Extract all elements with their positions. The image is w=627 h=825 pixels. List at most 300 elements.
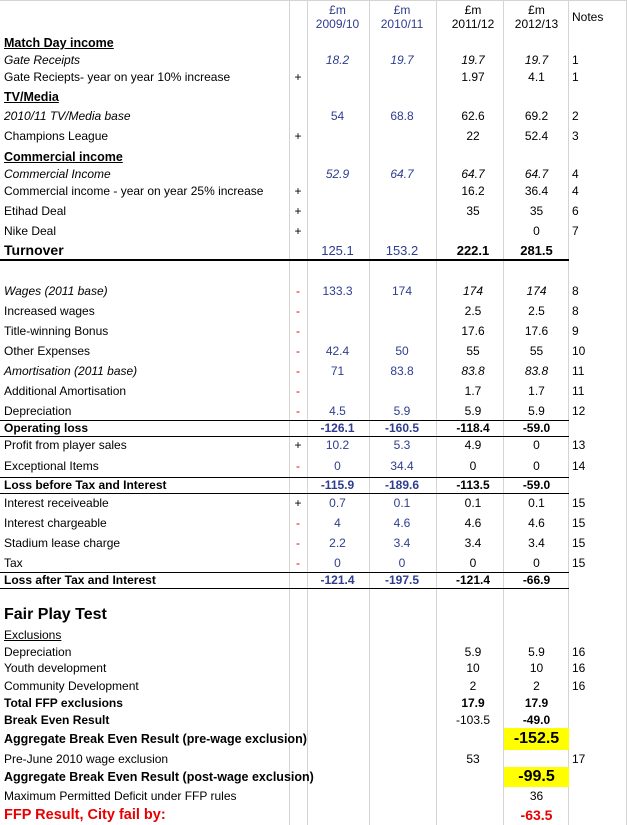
value-cell-2010-11 (371, 711, 433, 728)
value-cell-2012-13 (504, 240, 569, 260)
row-operator: - (296, 458, 300, 473)
value-cell-2011-12 (442, 88, 504, 106)
cell-value: -160.5 (384, 421, 420, 435)
value-cell-2011-12 (442, 456, 504, 475)
row-note: 16 (572, 644, 586, 659)
cell-value: 2 (469, 678, 477, 693)
value-cell-2011-12 (442, 221, 504, 241)
value-cell-2012-13 (504, 106, 569, 126)
header-2010-11: £m 2010/11 (380, 3, 424, 31)
value-cell-2009-10 (308, 533, 367, 552)
cell-value: 52.4 (524, 129, 549, 143)
row-label: Youth development (4, 661, 107, 675)
row-note: 4 (572, 184, 579, 198)
cell-value: 36 (529, 788, 544, 803)
table-row (0, 301, 627, 321)
cell-value: 35 (529, 204, 544, 218)
header-2011-12: £m 2011/12 (451, 3, 495, 31)
value-cell-2010-11 (371, 728, 433, 750)
cell-value: -113.5 (456, 478, 490, 492)
value-cell-2011-12 (442, 533, 504, 552)
value-cell-2010-11 (371, 660, 433, 676)
cell-value: 83.8 (390, 364, 414, 378)
value-cell-2009-10 (308, 694, 367, 711)
row-label: Wages (2011 base) (4, 284, 108, 298)
table-row (0, 660, 627, 676)
table-row (0, 240, 627, 260)
value-cell-2011-12 (442, 106, 504, 126)
value-cell-2012-13 (504, 554, 569, 572)
cell-value: 64.7 (524, 167, 549, 181)
row-note (569, 148, 625, 166)
value-cell-2009-10 (308, 201, 367, 221)
table-row (0, 513, 627, 532)
value-cell-2010-11 (371, 750, 433, 767)
value-cell-2012-13 (504, 604, 569, 626)
row-operator (290, 166, 306, 182)
row-note: 15 (572, 496, 586, 510)
value-cell-2011-12 (442, 626, 504, 643)
row-note (569, 34, 625, 52)
cell-value: 71 (330, 364, 345, 378)
row-operator (290, 240, 306, 260)
cell-value: 5.3 (393, 438, 411, 452)
value-cell-2011-12 (442, 554, 504, 572)
row-note: 2 (572, 109, 579, 123)
row-label: Pre-June 2010 wage exclusion (4, 751, 169, 766)
value-cell-2009-10 (308, 148, 367, 166)
row-operator: + (294, 224, 302, 238)
cell-value: -121.4 (455, 573, 491, 587)
row-label: Exceptional Items (4, 458, 99, 473)
value-cell-2010-11 (371, 401, 433, 421)
row-label: Commercial income - year on year 25% increase (4, 184, 264, 198)
value-cell-2011-12 (442, 513, 504, 532)
row-operator (290, 643, 306, 660)
cell-value: -49.0 (522, 712, 551, 727)
cell-value: 0.1 (464, 496, 482, 510)
row-operator (290, 750, 306, 767)
value-cell-2009-10 (308, 677, 367, 694)
row-label: Depreciation (4, 404, 72, 418)
value-cell-2010-11 (371, 604, 433, 626)
row-operator: + (294, 184, 302, 198)
value-cell-2012-13 (504, 513, 569, 532)
cell-value: 2.2 (329, 535, 346, 550)
value-cell-2011-12 (442, 240, 504, 260)
value-cell-2011-12 (442, 677, 504, 694)
value-cell-2011-12 (442, 604, 504, 626)
row-operator (290, 420, 306, 436)
cell-value: 4.6 (393, 515, 411, 530)
row-operator (290, 88, 306, 106)
value-cell-2011-12 (442, 341, 504, 361)
table-row (0, 221, 627, 241)
row-operator (290, 660, 306, 676)
cell-value: 10.2 (325, 438, 350, 452)
row-note: 1 (572, 70, 579, 84)
cell-value: 17.6 (524, 324, 549, 338)
row-note (569, 626, 625, 643)
cell-value: 55 (466, 344, 480, 358)
cell-value: 0 (533, 224, 540, 238)
table-row (0, 456, 627, 475)
cell-value: 1.7 (528, 384, 545, 398)
cell-value: 5.9 (464, 404, 482, 418)
value-cell-2012-13 (504, 750, 569, 767)
table-row (0, 572, 627, 588)
cell-value: 83.8 (524, 364, 549, 378)
value-cell-2011-12 (442, 166, 504, 182)
value-cell-2011-12 (442, 321, 504, 341)
row-note: 4 (572, 167, 579, 181)
row-label: 2010/11 TV/Media base (4, 109, 131, 123)
row-note: 14 (572, 458, 586, 473)
value-cell-2010-11 (371, 301, 433, 321)
cell-value: 0.7 (329, 496, 346, 510)
table-row (0, 787, 627, 804)
cell-value: 0 (469, 556, 477, 570)
row-operator (290, 804, 306, 825)
value-cell-2012-13 (504, 456, 569, 475)
cell-value: 62.6 (461, 109, 485, 123)
value-cell-2010-11 (371, 126, 433, 146)
value-cell-2011-12 (442, 34, 504, 52)
cell-value: -99.5 (518, 768, 555, 785)
row-operator: - (296, 284, 300, 298)
value-cell-2009-10 (308, 711, 367, 728)
value-cell-2011-12 (442, 728, 504, 750)
row-label: FFP Result, City fail by: (4, 806, 166, 823)
value-cell-2009-10 (308, 126, 367, 146)
cell-value: 4 (334, 515, 341, 530)
row-note: 16 (572, 678, 586, 693)
row-operator: + (294, 129, 302, 143)
row-note: 12 (572, 404, 586, 418)
value-cell-2010-11 (371, 554, 433, 572)
row-label: Additional Amortisation (4, 384, 127, 398)
cell-value: 0 (334, 556, 341, 570)
value-cell-2011-12 (442, 660, 504, 676)
row-operator (290, 728, 306, 750)
value-cell-2010-11 (371, 281, 433, 301)
cell-value: 2.5 (464, 304, 482, 318)
row-operator (290, 148, 306, 166)
row-label: Exclusions (4, 627, 62, 642)
cell-value: 54 (330, 109, 345, 123)
cell-value: 2.5 (528, 304, 545, 318)
row-label: Tax (4, 556, 23, 570)
value-cell-2012-13 (504, 148, 569, 166)
value-cell-2012-13 (504, 52, 569, 68)
value-cell-2012-13 (504, 166, 569, 182)
row-note: 11 (572, 364, 585, 378)
value-cell-2011-12 (442, 182, 504, 200)
row-operator (290, 626, 306, 643)
cell-value: 42.4 (325, 344, 350, 358)
cell-value: 5.9 (528, 644, 545, 659)
value-cell-2009-10 (308, 477, 367, 493)
cell-value: -189.6 (384, 478, 420, 492)
row-note: 11 (572, 384, 585, 398)
value-cell-2012-13 (504, 88, 569, 106)
cell-value: 36.4 (524, 184, 549, 198)
value-cell-2010-11 (371, 201, 433, 221)
row-label: Nike Deal (4, 224, 57, 238)
value-cell-2009-10 (308, 494, 367, 512)
cell-value: 55 (529, 344, 544, 358)
cell-value: 34.4 (390, 458, 414, 473)
cell-value: 174 (462, 284, 484, 298)
row-label: Operating loss (4, 421, 89, 435)
cell-value: 0 (533, 556, 540, 570)
table-row (0, 182, 627, 200)
table-row (0, 494, 627, 512)
table-row (0, 201, 627, 221)
row-note (569, 240, 625, 260)
row-label: Champions League (4, 129, 109, 143)
table-row (0, 34, 627, 52)
row-label: Interest chargeable (4, 515, 107, 530)
value-cell-2010-11 (371, 88, 433, 106)
value-cell-2010-11 (371, 787, 433, 804)
cell-value: 50 (395, 344, 409, 358)
row-note (569, 728, 625, 750)
value-cell-2009-10 (308, 106, 367, 126)
value-cell-2010-11 (371, 240, 433, 260)
value-cell-2009-10 (308, 221, 367, 241)
table-row (0, 677, 627, 694)
value-cell-2012-13 (504, 477, 569, 493)
cell-value: 0 (533, 458, 540, 473)
value-cell-2010-11 (371, 361, 433, 381)
row-note: 9 (572, 324, 579, 338)
cell-value: 52.9 (325, 167, 350, 181)
cell-value: 5.9 (464, 644, 482, 659)
cell-value: 68.8 (390, 109, 414, 123)
row-note: 10 (572, 344, 586, 358)
cell-value: 16.2 (461, 184, 485, 198)
row-note: 16 (572, 661, 586, 675)
value-cell-2012-13 (504, 572, 569, 588)
table-row (0, 420, 627, 436)
cell-value: 10 (529, 661, 544, 675)
value-cell-2010-11 (371, 182, 433, 200)
value-cell-2010-11 (371, 494, 433, 512)
value-cell-2012-13 (504, 533, 569, 552)
table-row (0, 436, 627, 454)
value-cell-2011-12 (442, 750, 504, 767)
cell-value: -59.0 (522, 421, 551, 435)
value-cell-2009-10 (308, 361, 367, 381)
table-row (0, 477, 627, 493)
value-cell-2012-13 (504, 301, 569, 321)
value-cell-2012-13 (504, 787, 569, 804)
table-row (0, 361, 627, 381)
row-note: 8 (572, 284, 579, 298)
row-label: Increased wages (4, 304, 95, 318)
value-cell-2011-12 (442, 148, 504, 166)
table-row (0, 401, 627, 421)
row-label: Commercial Income (4, 167, 111, 181)
row-note (569, 88, 625, 106)
value-cell-2011-12 (442, 643, 504, 660)
row-operator (290, 477, 306, 493)
cell-value: 174 (391, 284, 413, 298)
value-cell-2011-12 (442, 401, 504, 421)
table-row (0, 554, 627, 572)
row-operator: + (294, 496, 302, 510)
row-label: TV/Media (4, 90, 59, 104)
value-cell-2011-12 (442, 126, 504, 146)
row-operator: - (296, 515, 300, 530)
cell-value: 4.5 (329, 404, 346, 418)
cell-value: 0.1 (528, 496, 545, 510)
row-operator: - (296, 535, 300, 550)
row-label: Amortisation (2011 base) (4, 364, 138, 378)
cell-value: 0 (334, 458, 341, 473)
table-row (0, 643, 627, 660)
row-note (569, 804, 625, 825)
row-label: Fair Play Test (4, 606, 107, 623)
cell-value: 4.6 (528, 515, 545, 530)
row-operator: - (296, 404, 300, 418)
value-cell-2010-11 (371, 34, 433, 52)
value-cell-2012-13 (504, 420, 569, 436)
row-label: Gate Receipts (4, 53, 81, 67)
table-row (0, 341, 627, 361)
value-cell-2009-10 (308, 660, 367, 676)
row-note (569, 787, 625, 804)
value-cell-2010-11 (371, 456, 433, 475)
table-row (0, 166, 627, 182)
cell-value: 125.1 (321, 242, 354, 258)
table-row (0, 767, 627, 787)
row-label: Gate Reciepts- year on year 10% increase (4, 70, 231, 84)
cell-value: 222.1 (456, 242, 490, 258)
row-note (569, 694, 625, 711)
value-cell-2012-13 (504, 321, 569, 341)
value-cell-2011-12 (442, 381, 504, 401)
table-row (0, 68, 627, 86)
table-row (0, 381, 627, 401)
value-cell-2009-10 (308, 281, 367, 301)
row-note: 15 (572, 515, 586, 530)
value-cell-2011-12 (442, 301, 504, 321)
value-cell-2011-12 (442, 477, 504, 493)
row-note: 17 (572, 751, 586, 766)
row-label: Aggregate Break Even Result (post-wage exclusion) (4, 770, 314, 784)
value-cell-2010-11 (371, 148, 433, 166)
value-cell-2012-13 (504, 677, 569, 694)
value-cell-2010-11 (371, 221, 433, 241)
value-cell-2009-10 (308, 381, 367, 401)
value-cell-2012-13 (504, 626, 569, 643)
cell-value: -115.9 (320, 478, 355, 492)
table-row (0, 88, 627, 106)
table-row (0, 626, 627, 643)
cell-value: 10 (466, 661, 480, 675)
table-row (0, 148, 627, 166)
table-row (0, 321, 627, 341)
row-label: Community Development (4, 678, 139, 693)
cell-value: 2 (533, 678, 540, 693)
value-cell-2010-11 (371, 643, 433, 660)
value-cell-2009-10 (308, 572, 367, 588)
row-operator (290, 34, 306, 52)
value-cell-2011-12 (442, 201, 504, 221)
header-notes: Notes (572, 10, 604, 24)
value-cell-2010-11 (371, 436, 433, 454)
row-label: Stadium lease charge (4, 535, 121, 550)
value-cell-2009-10 (308, 88, 367, 106)
row-operator: - (296, 324, 300, 338)
table-row (0, 281, 627, 301)
cell-value: 17.6 (461, 324, 485, 338)
cell-value: -103.5 (455, 712, 491, 727)
value-cell-2009-10 (308, 436, 367, 454)
cell-value: 35 (466, 204, 480, 218)
row-operator (290, 572, 306, 588)
header-row (0, 0, 627, 34)
row-label: Interest receiveable (4, 496, 109, 510)
row-note: 13 (572, 438, 586, 452)
cell-value: 153.2 (385, 242, 419, 258)
row-label: Depreciation (4, 644, 72, 659)
cell-value: 3.4 (464, 535, 482, 550)
row-operator (290, 694, 306, 711)
value-cell-2009-10 (308, 804, 367, 825)
value-cell-2010-11 (371, 477, 433, 493)
value-cell-2012-13 (504, 221, 569, 241)
cell-value: 0 (533, 438, 540, 452)
value-cell-2011-12 (442, 420, 504, 436)
row-operator: - (296, 344, 300, 358)
value-cell-2010-11 (371, 626, 433, 643)
value-cell-2012-13 (504, 201, 569, 221)
row-note: 7 (572, 224, 579, 238)
row-operator: - (296, 304, 300, 318)
row-note (569, 477, 625, 493)
cell-value: 22 (466, 129, 480, 143)
cell-value: 1.7 (464, 384, 482, 398)
header-2009-10: £m 2009/10 (315, 3, 360, 31)
row-operator: + (294, 70, 302, 84)
cell-value: -152.5 (513, 730, 560, 747)
value-cell-2009-10 (308, 626, 367, 643)
value-cell-2010-11 (371, 572, 433, 588)
table-row (0, 694, 627, 711)
value-cell-2010-11 (371, 420, 433, 436)
row-note (569, 604, 625, 626)
cell-value: 5.9 (393, 404, 411, 418)
value-cell-2012-13 (504, 728, 569, 750)
cell-value: 4.1 (528, 70, 545, 84)
row-label: Etihad Deal (4, 204, 67, 218)
row-note: 1 (572, 53, 579, 67)
value-cell-2009-10 (308, 787, 367, 804)
row-label: Title-winning Bonus (4, 324, 109, 338)
value-cell-2011-12 (442, 767, 504, 787)
row-operator (290, 52, 306, 68)
row-note (569, 767, 625, 787)
value-cell-2009-10 (308, 182, 367, 200)
value-cell-2012-13 (504, 34, 569, 52)
row-operator: - (296, 364, 300, 378)
row-note: 6 (572, 204, 579, 218)
row-note (569, 572, 625, 588)
value-cell-2009-10 (308, 456, 367, 475)
